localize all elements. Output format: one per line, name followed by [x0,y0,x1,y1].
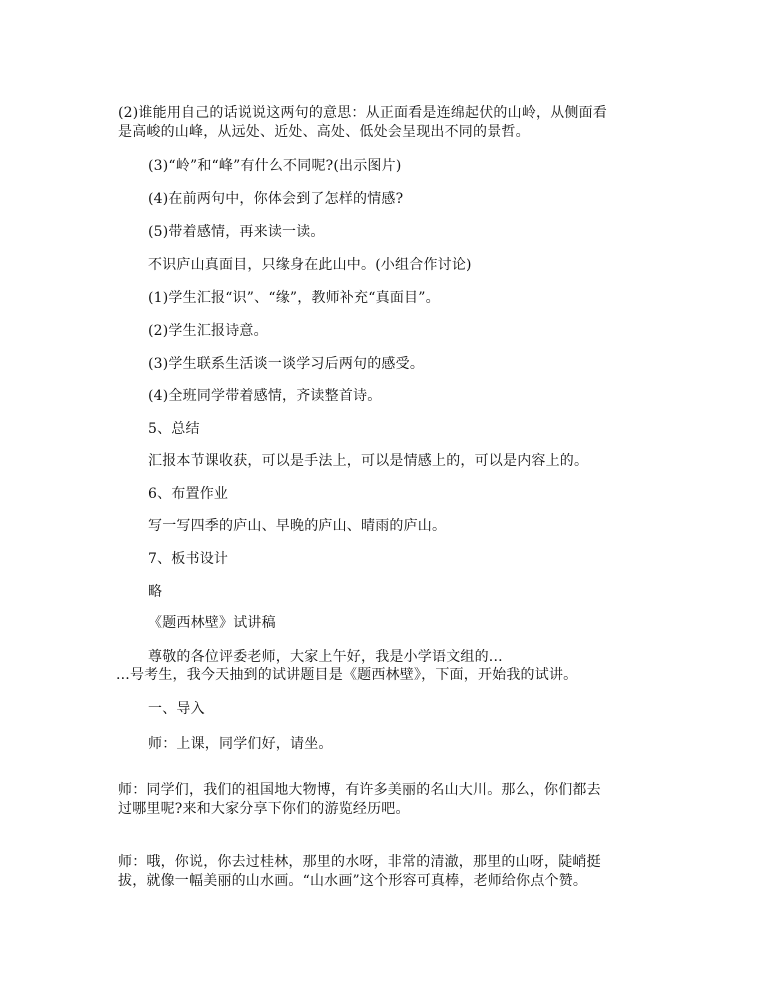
paragraph-line: (3)学生联系生活谈一谈学习后两句的感受。 [148,356,425,372]
paragraph-line: 汇报本节课收获，可以是手法上，可以是情感上的，可以是内容上的。 [148,453,589,469]
paragraph-line: (3)“岭”和“峰”有什么不同呢?(出示图片) [148,158,402,174]
section-heading: 一、导入 [148,701,205,717]
paragraph-line: (1)学生汇报“识”、“缘”，教师补充“真面目”。 [148,290,440,306]
section-heading: 7、板书设计 [148,551,229,567]
poem-line: 不识庐山真面目，只缘身在此山中。(小组合作讨论) [148,257,472,273]
paragraph-line: (2)学生汇报诗意。 [148,323,268,339]
paragraph-line: 师：哦，你说，你去过桂林，那里的水呀，非常的清澈，那里的山呀，陡峭挺 [118,854,601,870]
paragraph-line: (5)带着感情，再来读一读。 [148,224,325,240]
paragraph-line: 师：同学们，我们的祖国地大物博，有许多美丽的名山大川。那么，你们都去 [118,782,601,798]
paragraph-line: 写一写四季的庐山、早晚的庐山、晴雨的庐山。 [148,518,447,534]
paragraph-line: (2)谁能用自己的话说说这两句的意思：从正面看是连绵起伏的山岭，从侧面看 [118,105,608,121]
paragraph-line: 略 [148,584,163,600]
paragraph-line: 是高峻的山峰，从远处、近处、高处、低处会呈现出不同的景哲。 [118,124,530,140]
paragraph-line: ...号考生，我今天抽到的试讲题目是《题西林壁》，下面，开始我的试讲。 [116,667,578,683]
paragraph-line: 师：上课，同学们好，请坐。 [148,736,333,752]
paragraph-line: 尊敬的各位评委老师，大家上午好，我是小学语文组的... [148,649,503,665]
paragraph-line: 过哪里呢?来和大家分享下你们的游览经历吧。 [118,801,410,817]
paragraph-line: 拔，就像一幅美丽的山水画。“山水画”这个形容可真棒，老师给你点个赞。 [118,873,588,889]
paragraph-line: (4)在前两句中，你体会到了怎样的情感? [148,191,404,207]
document-title: 《题西林壁》试讲稿 [148,615,276,631]
paragraph-line: (4)全班同学带着感情，齐读整首诗。 [148,388,382,404]
section-heading: 6、布置作业 [148,486,229,502]
section-heading: 5、总结 [148,421,200,437]
